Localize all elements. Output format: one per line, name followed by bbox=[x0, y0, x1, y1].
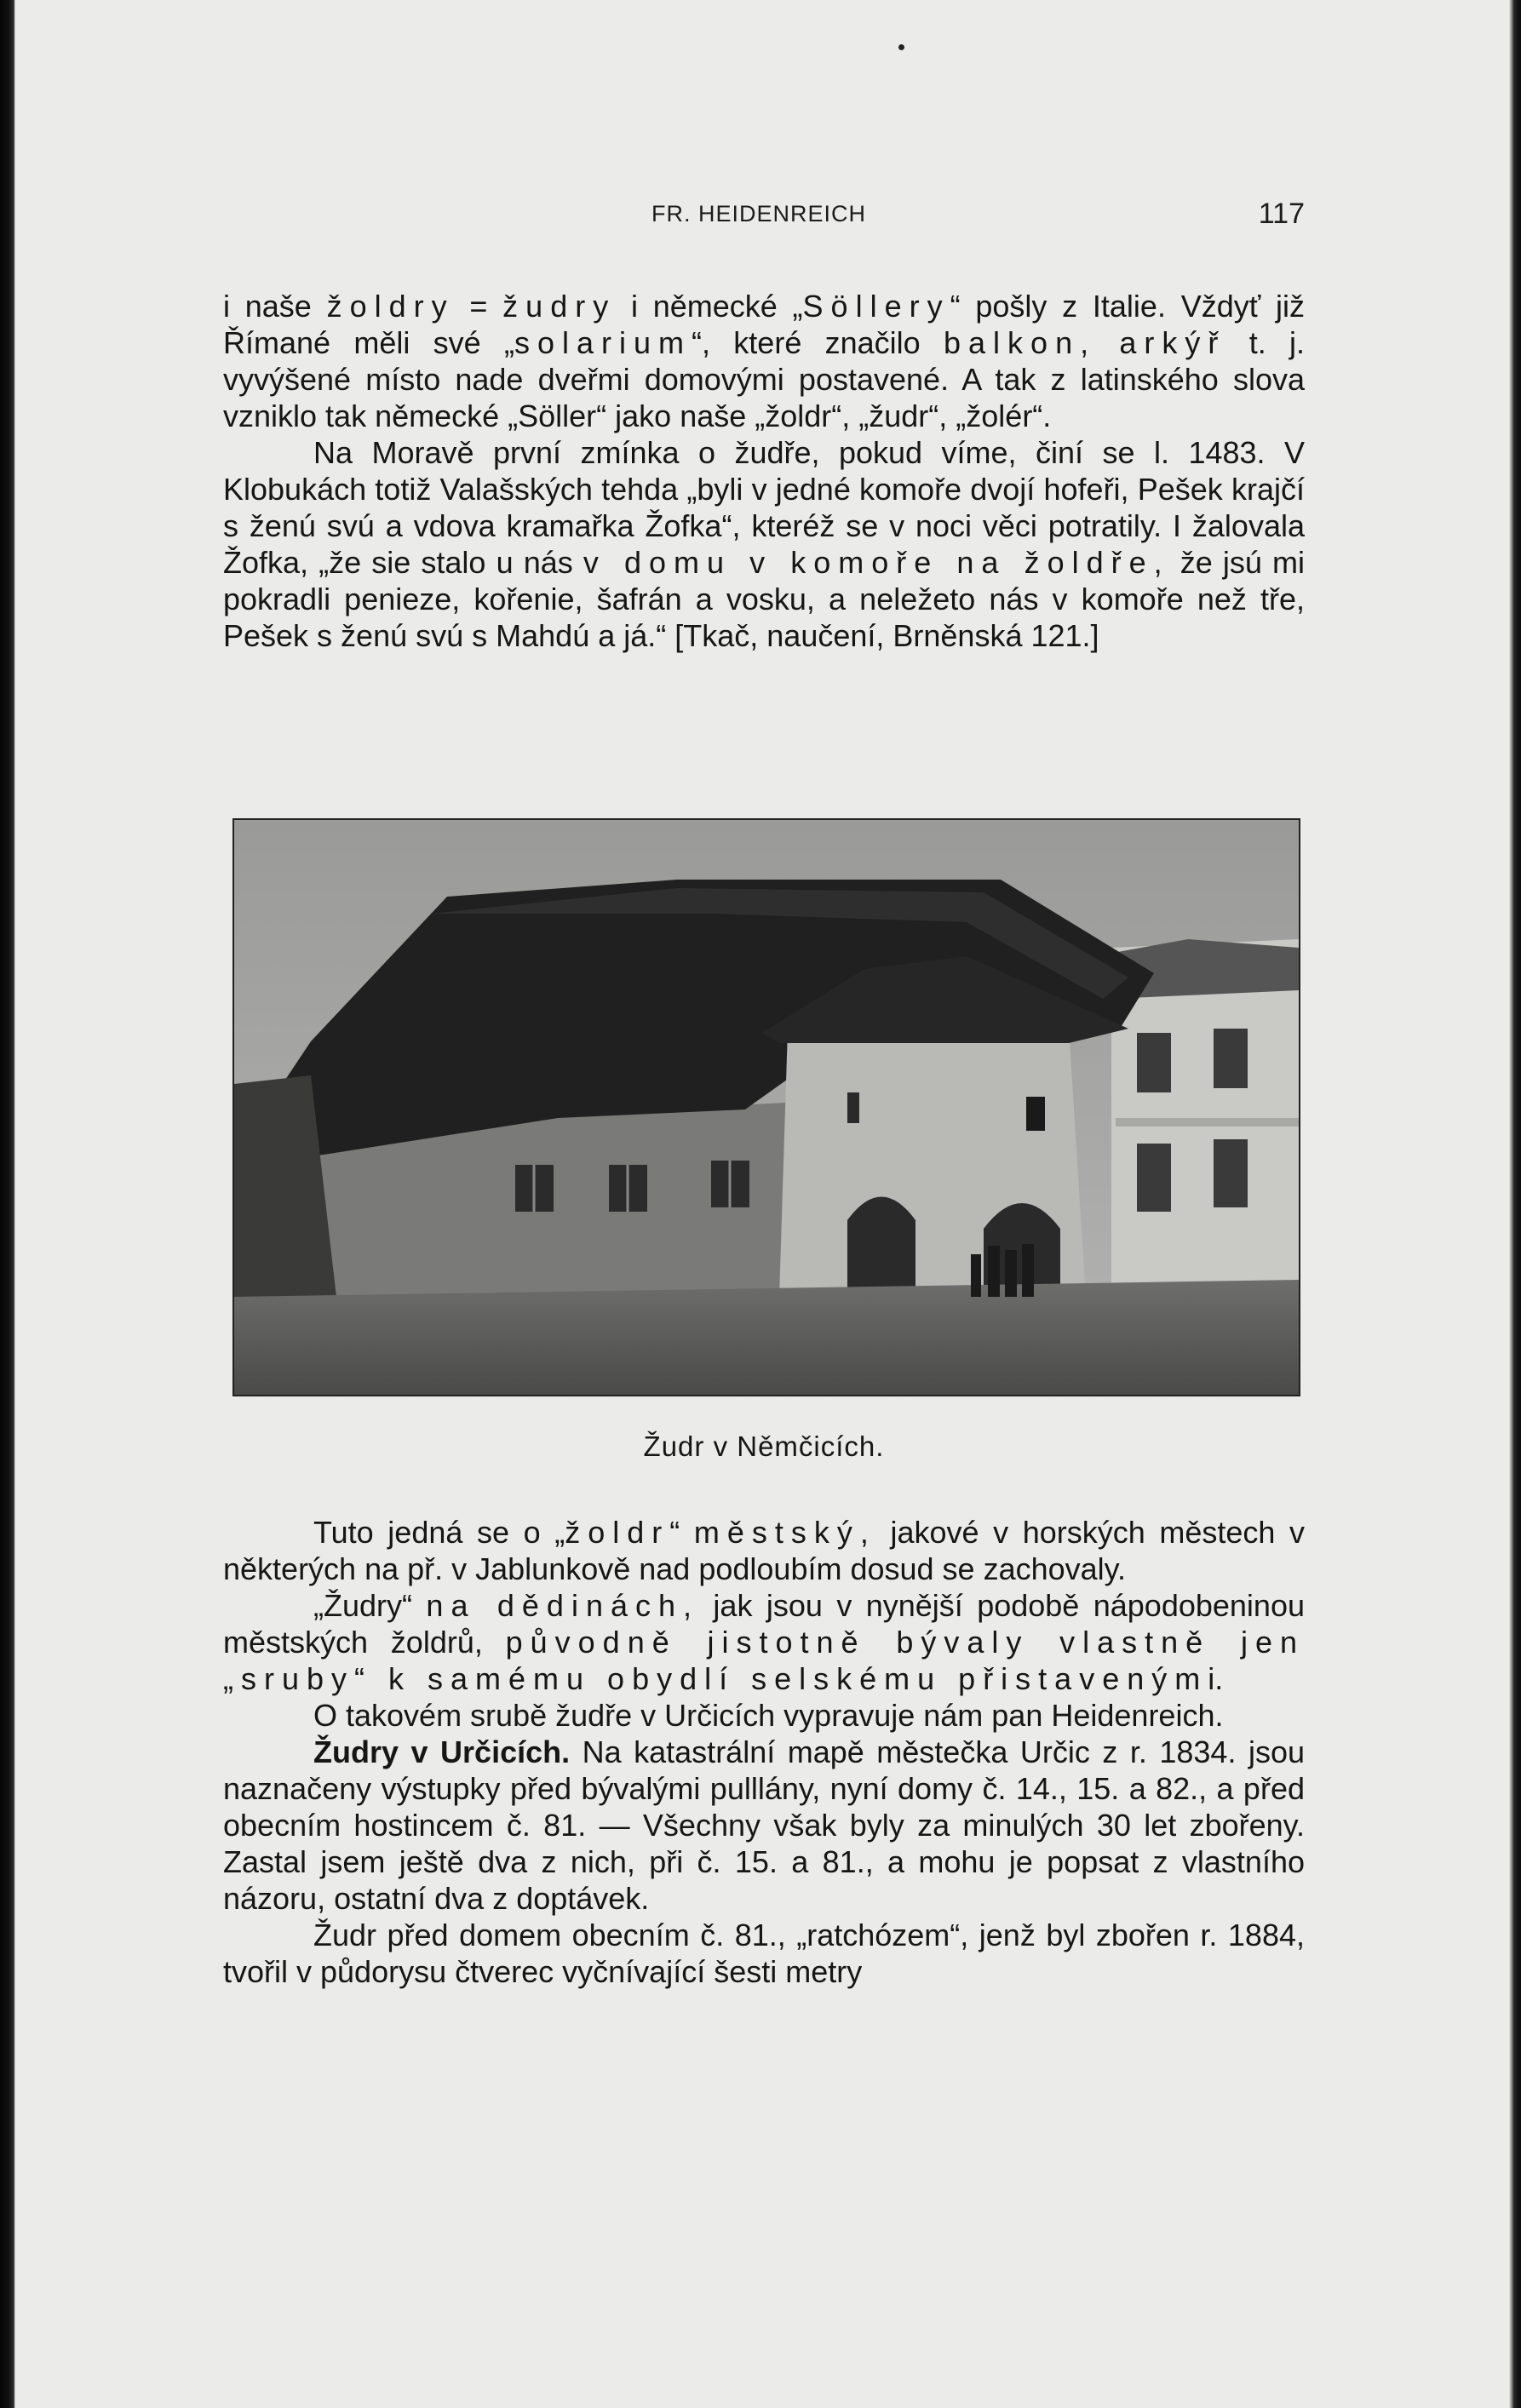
page-edge-left bbox=[0, 0, 15, 2408]
figure-caption: Žudr v Němčicích. bbox=[643, 1430, 885, 1462]
running-head: FR. HEIDENREICH bbox=[651, 201, 867, 226]
paragraph-6: Žudry v Určicích. Na katastrální mapě městečka Určic z r. 1834. jsou naznačeny výstupky před bývalými pulllány, nyní domy č. 14., 15. a 82., a před obecním hostincem č. 81. — Všechny však byly za minulých 30 let zbořeny. Zastal jsem ještě dva z nich, při č. 15. a 81., a mohu je popsat z vlastního názoru, ostatní dva z doptávek. bbox=[223, 1734, 1305, 1916]
page-number: 117 bbox=[1258, 198, 1305, 230]
paragraph-4: „Žudry“ na dědinách, jak jsou v nynější podobě nápodobeninou městských žoldrů, původně jistotně bývaly vlastně jen „sruby“ k samému obydlí selskému přistavenými. bbox=[223, 1588, 1305, 1696]
section-heading: Žudry v Určicích. bbox=[313, 1734, 571, 1769]
page-edge-right bbox=[1509, 0, 1521, 2408]
paragraph-2: Na Moravě první zmínka o žudře, pokud víme, činí se l. 1483. V Klobukách totiž Valašských tehda „byli v jedné komoře dvojí hofeři, Pešek krajčí s ženú svú a vdova kramařka Žofka“, kteréž se v noci věci potratily. I žalovala Žofka, „že sie stalo u nás v domu v komoře na žoldře, že jsú mi pokradli penieze, kořenie, šafrán a vosku, a neležeto nás v komoře než tře, Pešek s ženú svú s Mahdú a já.“ [Tkač, naučení, Brněnská 121.] bbox=[223, 435, 1305, 653]
photo-zudr-nemcice bbox=[232, 818, 1300, 1396]
lower-text bbox=[223, 1514, 1305, 1990]
upper-text bbox=[223, 288, 1305, 654]
page-header bbox=[221, 198, 1305, 235]
paragraph-1: i naše žoldry = žudry i německé „Söllery“ pošly z Italie. Vždyť již Římané měli své „solarium“, které značilo balkon, arkýř t. j. vyvýšené místo nade dveřmi domovými postavené. A tak z latinského slova vzniklo tak německé „Söller“ jako naše „žoldr“, „žudr“, „žolér“. bbox=[223, 289, 1306, 433]
paragraph-5: O takovém srubě žudře v Určicích vypravuje nám pan Heidenreich. bbox=[313, 1698, 1224, 1733]
ink-speck bbox=[898, 44, 904, 50]
paragraph-3: Tuto jedná se o „žoldr“ městský, jakové v horských městech v některých na př. v Jablunkově nad podloubím dosud se zachovaly. bbox=[223, 1515, 1305, 1586]
house-photo-illustration bbox=[234, 820, 1299, 1395]
paragraph-7: Žudr před domem obecním č. 81., „ratchózem“, jenž byl zbořen r. 1884, tvořil v půdorysu čtverec vyčnívající šesti metry bbox=[223, 1918, 1305, 1989]
